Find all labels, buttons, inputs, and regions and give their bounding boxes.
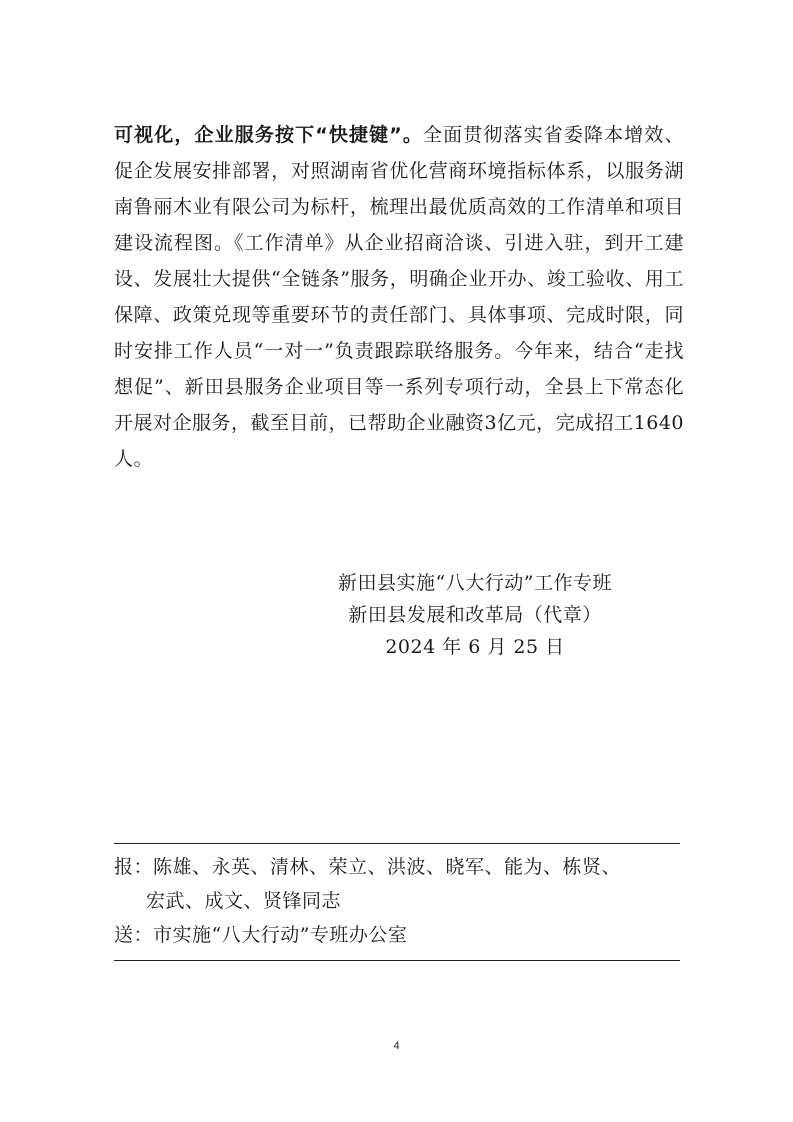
- issuer-line-1: 新田县实施“八大行动”工作专班: [338, 572, 612, 594]
- paragraph-body-text: 全面贯彻落实省委降本增效、促企发展安排部署，对照湖南省优化营商环境指标体系，以服务湖南鲁丽木业有限公司为标杆，梳理出最优质高效的工作清单和项目建设流程图。《工作清单》从企业招商洽谈、引进入驻，到开工建设、发展壮大提供“全链条”服务，明确企业开办、竣工验收、用工保障、政策兑现等重要环节的责任部门、具体事项、完成时限，同时安排工作人员“一对一”负责跟踪联络服务。今年来，结合“走找想促”、新田县服务企业项目等一系列专项行动，全县上下常态化开展对企服务，截至目前，已帮助企业融资3亿元，完成招工1640人。: [114, 124, 684, 470]
- footer-top-rule: [114, 843, 680, 844]
- distribution-block: [114, 850, 684, 952]
- body-text: [114, 117, 684, 477]
- page-number: 4: [393, 1040, 400, 1052]
- send-to-line: 送：市实施“八大行动”专班办公室: [114, 924, 408, 946]
- body-paragraph: [114, 117, 684, 477]
- report-to-line: 报：陈雄、永英、清林、荣立、洪波、晓军、能为、栋贤、: [114, 856, 622, 878]
- report-to-continuation: 宏武、成文、贤锋同志: [146, 890, 342, 912]
- paragraph-lead-heading: 可视化，企业服务按下“快捷键”。: [114, 124, 423, 146]
- signature-block: [300, 567, 650, 663]
- footer-bottom-rule: [114, 960, 680, 961]
- issue-date: 2024 年 6 月 25 日: [385, 636, 565, 658]
- issuer-line-2: 新田县发展和改革局（代章）: [348, 604, 602, 626]
